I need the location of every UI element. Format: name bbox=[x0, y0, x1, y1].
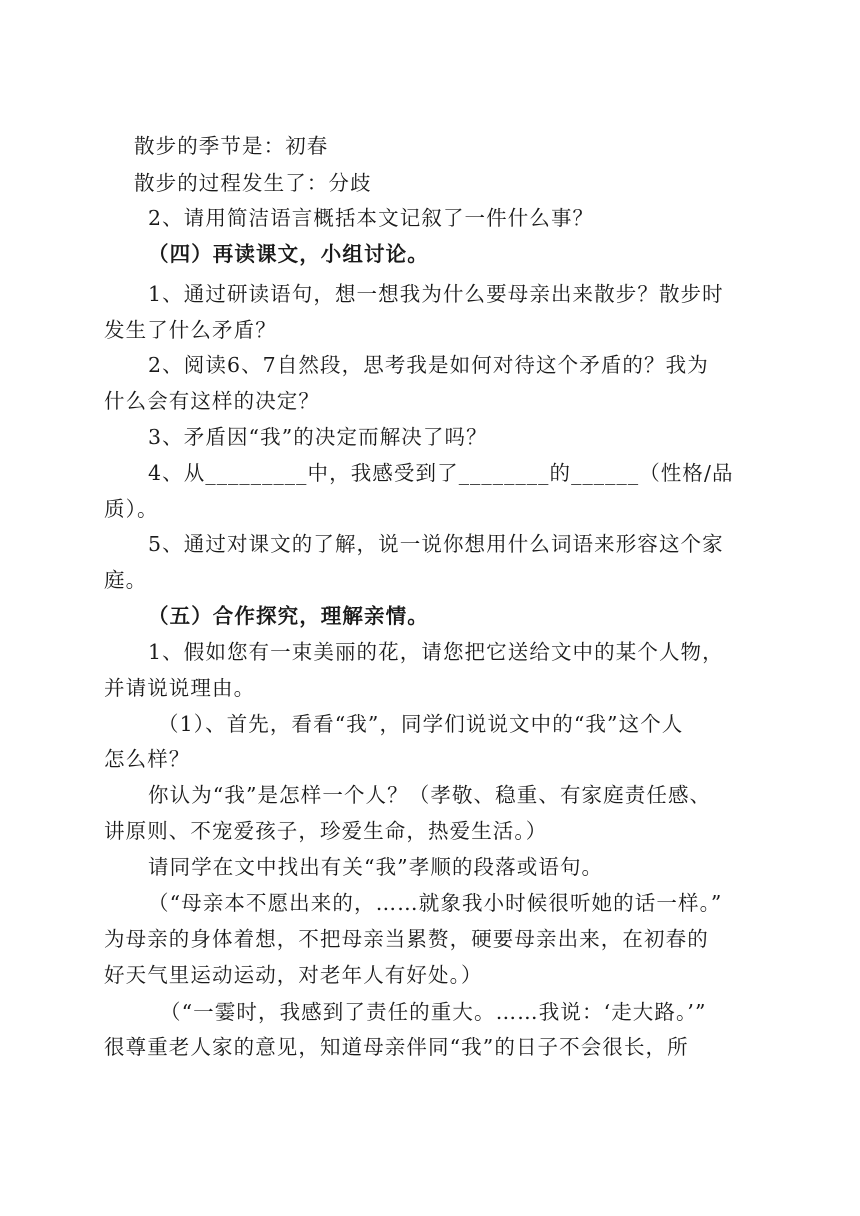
text-line: 庭。 bbox=[104, 568, 148, 592]
text-line: 质）。 bbox=[104, 497, 159, 521]
text-line: 你认为“我”是怎样一个人？（孝敬、稳重、有家庭责任感、 bbox=[148, 783, 712, 807]
text-line: 5、通过对课文的了解，说一说你想用什么词语来形容这个家 bbox=[148, 532, 724, 556]
text-line: 并请说说理由。 bbox=[104, 676, 256, 700]
text-line: 讲原则、不宠爱孩子，珍爱生命，热爱生活。） bbox=[104, 819, 548, 843]
section-heading: （四）再读课文，小组讨论。 bbox=[148, 242, 429, 266]
text-line: （1）、首先，看看“我”，同学们说说文中的“我”这个人 bbox=[158, 712, 684, 736]
text-line: 4、从_________中，我感受到了________的______（性格/品 bbox=[148, 461, 734, 485]
text-line: 2、阅读6、7自然段，思考我是如何对待这个矛盾的？我为 bbox=[148, 353, 709, 377]
text-line: 怎么样？ bbox=[104, 747, 191, 771]
text-line: 发生了什么矛盾？ bbox=[104, 318, 277, 342]
text-line: 很尊重老人家的意见，知道母亲伴同“我”的日子不会很长，所 bbox=[104, 1035, 689, 1059]
text-line: （“一霎时，我感到了责任的重大。……我说：‘走大路。’” bbox=[160, 1000, 707, 1024]
text-line: 3、矛盾因“我”的决定而解决了吗？ bbox=[148, 425, 488, 449]
section-heading: （五）合作探究，理解亲情。 bbox=[148, 604, 429, 628]
text-line: 2、请用简洁语言概括本文记叙了一件什么事？ bbox=[148, 206, 595, 230]
text-line: （“母亲本不愿出来的，……就象我小时候很听她的话一样。” bbox=[148, 891, 723, 915]
text-line: 散步的季节是：初春 bbox=[134, 134, 329, 158]
text-line: 1、通过研读语句，想一想我为什么要母亲出来散步？散步时 bbox=[148, 282, 724, 306]
text-line: 什么会有这样的决定？ bbox=[104, 389, 320, 413]
text-line: 散步的过程发生了：分歧 bbox=[134, 171, 372, 195]
text-line: 1、假如您有一束美丽的花，请您把它送给文中的某个人物， bbox=[148, 640, 724, 664]
text-line: 为母亲的身体着想，不把母亲当累赘，硬要母亲出来，在初春的 bbox=[104, 927, 709, 951]
text-line: 好天气里运动运动，对老年人有好处。） bbox=[104, 963, 483, 987]
text-line: 请同学在文中找出有关“我”孝顺的段落或语句。 bbox=[148, 855, 604, 879]
